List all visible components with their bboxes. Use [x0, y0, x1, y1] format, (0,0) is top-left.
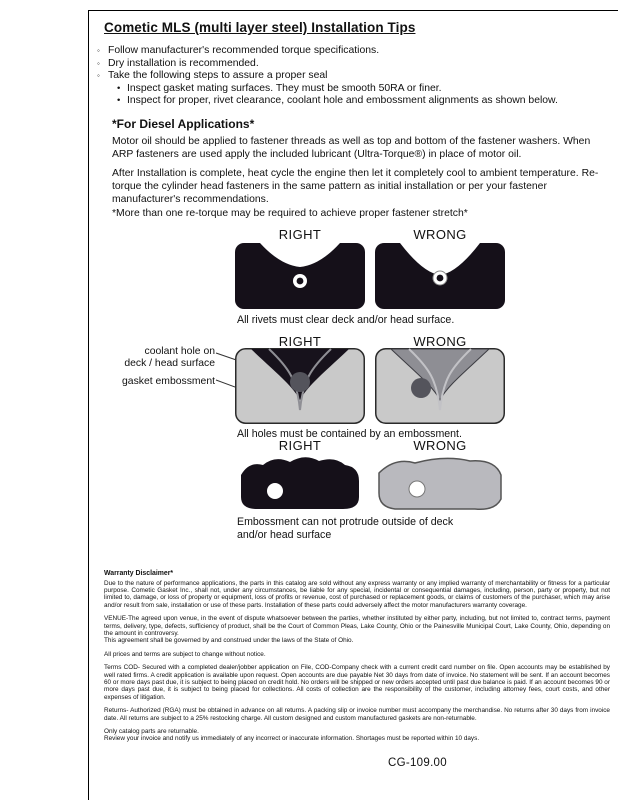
diesel-paragraph-2: After Installation is complete, heat cycle the engine then let it completely cool to ambient temperature. Re-torque the cylinder head fasteners in the same pattern as initial installation or per your fastener manufacturer's recommendations.: [112, 168, 599, 205]
list-item-sub: [117, 83, 558, 96]
fig3-right-header: RIGHT: [278, 438, 322, 453]
fig1-right-graphic: [235, 243, 365, 314]
diesel-paragraph-1: Motor oil should be applied to fastener threads as well as top and bottom of the fastener washers. When ARP fasteners are used apply the included lubricant (Ultra-Torque®) in place of motor oil.: [112, 136, 591, 160]
fig3-right-graphic: [235, 453, 365, 518]
warranty-paragraph: VENUE-The agreed upon venue, in the event of dispute whatsoever between the parties, whether instituted by either party, including, but not limited to, contract terms, payment terms, delivery, type, defects, sufficiency of product, shall be the Court of Common Pleas, Lake County, Ohio or the Painesville Municipal Court, Lake County, Ohio, depending on the amount in controversy.: [104, 615, 610, 637]
tip-text: Take the following steps to assure a proper seal: [108, 70, 328, 82]
fig1-wrong-header: WRONG: [413, 227, 467, 242]
fig2-wrong-graphic: [375, 348, 505, 429]
gasket-embossment-label: gasket embossment: [122, 376, 215, 387]
fig1-wrong-graphic: [375, 243, 505, 314]
list-item: [97, 58, 558, 71]
retorque-note: *More than one re-torque may be required to achieve proper fastener stretch*: [112, 208, 468, 219]
tip-text: Inspect for proper, rivet clearance, coolant hole and embossment alignments as shown below.: [127, 95, 558, 107]
warranty-paragraph: All prices and terms are subject to change without notice.: [104, 650, 266, 658]
warranty-section: [104, 570, 610, 749]
bullet-marker: •: [117, 95, 121, 107]
warranty-paragraph: Review your invoice and notify us immediately of any incorrect or inaccurate information. Shortages must be reported within 10 days.: [104, 735, 480, 743]
warranty-paragraph: This agreement shall be governed by and construed under the laws of the State of Ohio.: [104, 637, 354, 645]
tip-text: Inspect gasket mating surfaces. They must be smooth 50RA or finer.: [127, 82, 442, 94]
coolant-hole-label-line2: deck / head surface: [124, 357, 215, 369]
warranty-paragraph: Terms COD- Secured with a completed dealer/jobber application on File, COD-Company check with a current credit card number on file. Open accounts may be established by well rated firms. A credit application is available upon request. Open accounts are due payable Net 30 days from date of invoice. No statement will be sent. If an account becomes 60 or more days past due, it is subject to being placed on credit hold. No orders will be shipped or new orders accepted until past due balance is paid. If an account becomes 90 or more days past due, it is subject to being placed for collections. All costs of collection are the responsibility of the customer, including attorney fees, court costs, and other expenses of litigation.: [104, 664, 610, 701]
tip-text: Dry installation is recommended.: [108, 57, 259, 69]
page-frame-top-rule: [88, 10, 618, 11]
fig3-wrong-graphic: [375, 453, 505, 518]
bullet-marker: ◦: [97, 46, 100, 55]
fig3-caption-line2: and/or head surface: [237, 529, 332, 541]
fig3-wrong-header: WRONG: [413, 438, 467, 453]
fig2-wrong-header: WRONG: [413, 334, 467, 349]
list-item: [97, 45, 558, 58]
warranty-paragraph: Returns- Authorized (RGA) must be obtained in advance on all returns. A packing slip or invoice number must accompany the merchandise. No returns after 30 days from invoice date. All returns are subject to a 25% restocking charge. All custom designed and custom manufactured gaskets are non-returnable.: [104, 707, 610, 722]
page-title: Cometic MLS (multi layer steel) Installation Tips: [104, 20, 416, 35]
bullet-marker: ◦: [97, 58, 100, 68]
fig2-caption: All holes must be contained by an embossment.: [237, 428, 462, 440]
installation-tips-list: [97, 45, 558, 108]
warranty-paragraph: Due to the nature of performance applications, the parts in this catalog are sold without any express warranty or any implied warranty of merchantability or fitness for a particular purpose. Cometic Gasket Inc., shall not, under any circumstances, be liable for any special, incidental or consequential damages, including, person, party or property, but not limited to, damage, or loss of property or equipment, loss of profits or revenue, cost of purchased or replacement goods, or claims of customers of the purchaser, which may arise and/or result from sale, installation or use of these parts. Installation of these parts could adversely affect the motor manufacturers warranty coverage.: [104, 579, 610, 609]
fig2-right-header: RIGHT: [278, 334, 322, 349]
fig2-right-graphic: [235, 348, 365, 429]
warranty-heading: Warranty Disclaimer*: [104, 570, 174, 577]
coolant-hole-label: [98, 346, 215, 369]
warranty-paragraph: Only catalog parts are returnable.: [104, 728, 199, 735]
list-item-sub: [117, 95, 558, 108]
page-frame-left-rule: [88, 10, 89, 800]
fig1-caption: All rivets must clear deck and/or head surface.: [237, 314, 455, 326]
fig1-right-header: RIGHT: [278, 227, 322, 242]
list-item: [97, 70, 558, 83]
diesel-applications-heading: *For Diesel Applications*: [112, 117, 255, 131]
fig3-caption-line1: Embossment can not protrude outside of deck: [237, 516, 454, 528]
bullet-marker: ◦: [97, 71, 100, 81]
bullet-marker: •: [117, 82, 121, 94]
fig3-caption: [237, 516, 453, 542]
page-number: CG-109.00: [388, 757, 447, 769]
tip-text: Follow manufacturer's recommended torque specifications.: [108, 45, 380, 56]
coolant-hole-label-line1: coolant hole on: [144, 346, 215, 357]
